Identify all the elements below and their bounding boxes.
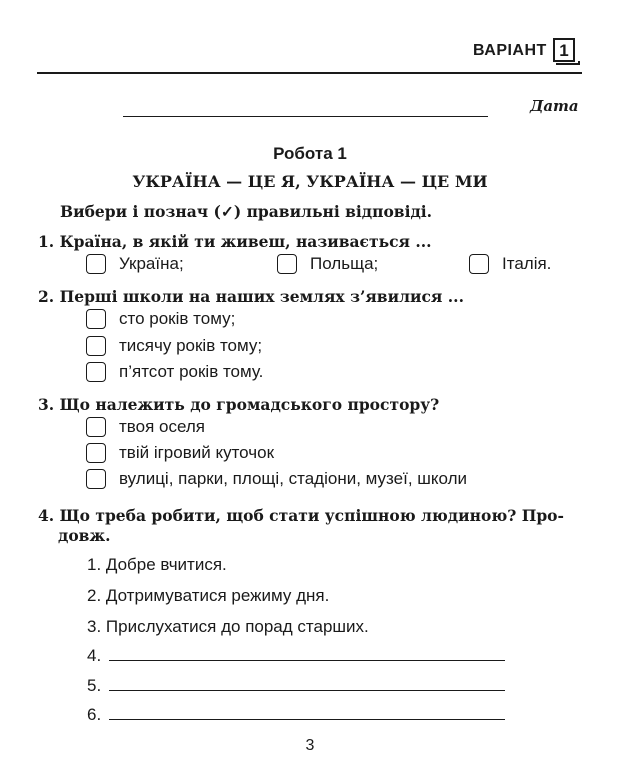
option-label: Італія. — [502, 254, 552, 273]
checkbox[interactable] — [86, 417, 106, 437]
date-label: Дата — [530, 97, 579, 115]
question-1-text: 1. Країна, в якій ти живеш, називається ... — [38, 232, 432, 251]
question-2-option-3[interactable] — [86, 362, 263, 382]
checkbox[interactable] — [86, 443, 106, 463]
question-1-option-3[interactable] — [469, 254, 551, 274]
topic-title: УКРАЇНА — ЦЕ Я, УКРАЇНА — ЦЕ МИ — [132, 172, 488, 191]
option-label: Україна; — [119, 254, 184, 273]
checkbox[interactable] — [86, 309, 106, 329]
variant-number-box: 1 — [553, 38, 575, 62]
date-input-line[interactable] — [123, 116, 488, 117]
option-label: твій ігровий куточок — [119, 443, 275, 462]
question-4-text-line-1: 4. Що треба робити, щоб стати успішною людиною? Про- — [38, 506, 564, 525]
checkbox[interactable] — [86, 254, 106, 274]
variant-label: ВАРІАНТ — [473, 42, 547, 59]
step-4-answer-line[interactable] — [109, 660, 505, 661]
question-3-option-1[interactable] — [86, 417, 205, 437]
question-3-text: 3. Що належить до громадського простору? — [38, 395, 440, 414]
option-label: сто років тому; — [119, 309, 236, 328]
step-5-answer-line[interactable] — [109, 690, 505, 691]
option-label: Польща; — [310, 254, 379, 273]
question-3-option-2[interactable] — [86, 443, 274, 463]
step-3: 3. Прислухатися до порад старших. — [87, 617, 369, 636]
option-label: твоя оселя — [119, 417, 205, 436]
question-2-text: 2. Перші школи на наших землях з’явилися ... — [38, 287, 464, 306]
step-1: 1. Добре вчитися. — [87, 555, 227, 574]
option-label: вулиці, парки, площі, стадіони, музеї, школи — [119, 469, 468, 488]
work-title: Робота 1 — [273, 144, 347, 163]
page-number: 3 — [305, 737, 315, 754]
step-4-blank[interactable] — [87, 646, 101, 666]
option-label: п’ятсот років тому. — [119, 362, 264, 381]
header-rule — [37, 72, 582, 74]
question-3-option-3[interactable] — [86, 469, 467, 489]
step-number: 4. — [87, 646, 102, 665]
instruction-text: Вибери і познач (✓) правильні відповіді. — [60, 202, 433, 221]
step-2: 2. Дотримуватися режиму дня. — [87, 586, 330, 605]
step-6-answer-line[interactable] — [109, 719, 505, 720]
checkbox[interactable] — [86, 469, 106, 489]
step-number: 6. — [87, 705, 102, 724]
checkbox[interactable] — [86, 336, 106, 356]
question-4-text-line-2: довж. — [58, 526, 111, 545]
question-2-option-1[interactable] — [86, 309, 235, 329]
question-2-option-2[interactable] — [86, 336, 262, 356]
option-label: тисячу років тому; — [119, 336, 263, 355]
question-1-option-1[interactable] — [86, 254, 184, 274]
variant-box-shadow — [556, 61, 580, 65]
checkbox[interactable] — [469, 254, 489, 274]
checkbox[interactable] — [86, 362, 106, 382]
question-1-option-2[interactable] — [277, 254, 378, 274]
checkbox[interactable] — [277, 254, 297, 274]
step-5-blank[interactable] — [87, 676, 101, 696]
step-number: 5. — [87, 676, 102, 695]
step-6-blank[interactable] — [87, 705, 101, 725]
